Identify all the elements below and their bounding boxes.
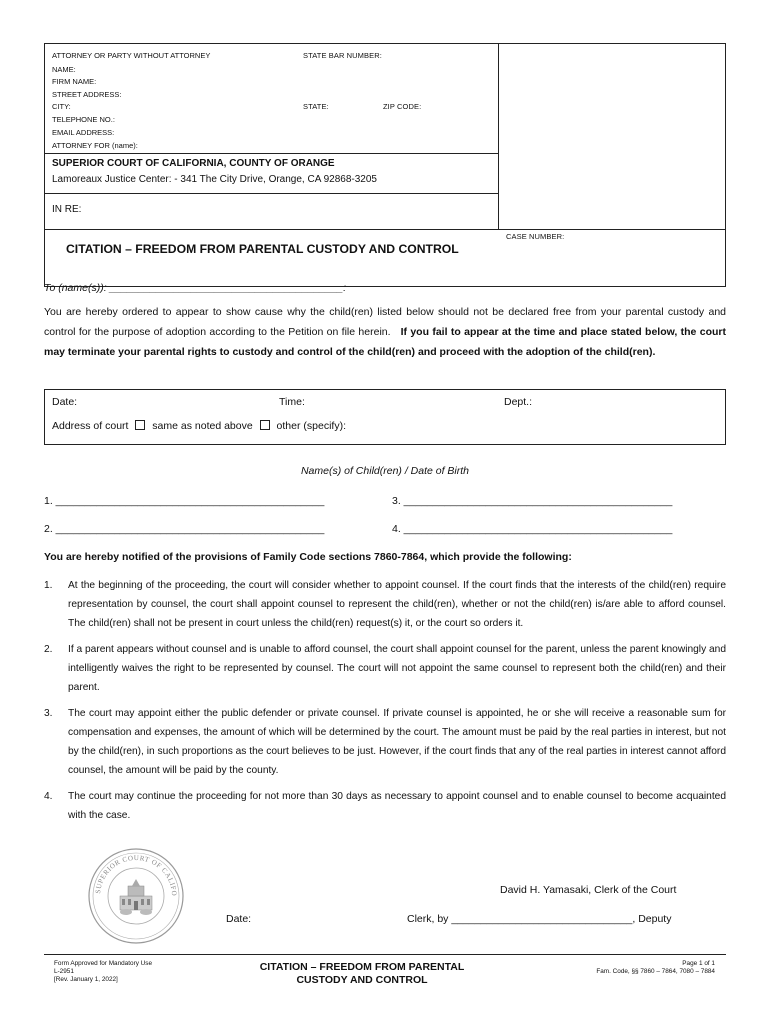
intro-paragraph xyxy=(44,302,726,362)
children-heading: Name(s) of Child(ren) / Date of Birth xyxy=(300,465,470,477)
form-approved: Form Approved for Mandatory Use xyxy=(54,960,153,967)
header-divider-3 xyxy=(44,229,726,230)
other-label: other (specify): xyxy=(276,420,346,432)
zip-label: ZIP CODE: xyxy=(383,102,422,111)
city-label: CITY: xyxy=(52,102,71,111)
case-number-label: CASE NUMBER: xyxy=(506,232,565,241)
notice-heading: You are hereby notified of the provisions of Family Code sections 7860-7864, which provide the following: xyxy=(44,551,572,563)
same-as-checkbox[interactable] xyxy=(135,420,145,430)
clerk-by-line[interactable]: Clerk, by _______________________________, Deputy xyxy=(407,913,672,925)
street-label: STREET ADDRESS: xyxy=(52,90,122,99)
signature-date-label: Date: xyxy=(226,913,252,925)
telephone-label: TELEPHONE NO.: xyxy=(52,115,115,124)
child-1-line[interactable]: 1. ______________________________________________ xyxy=(44,495,325,507)
notice-item-text: The court may continue the proceeding for not more than 30 days as necessary to appoint counsel and to enable counsel to become acquainted with the case. xyxy=(68,791,726,821)
firm-label: FIRM NAME: xyxy=(52,77,97,86)
child-4-line[interactable]: 4. ______________________________________________ xyxy=(392,523,673,535)
time-label: Time: xyxy=(279,396,305,408)
hearing-box xyxy=(44,389,726,445)
email-label: EMAIL ADDRESS: xyxy=(52,128,115,137)
notice-item-4 xyxy=(44,787,726,825)
notice-item-text: The court may appoint either the public defender or private counsel. If private counsel is appointed, he or she will receive a reasonable sum for compensation and expenses, the amount of which will be determined by the court. The amount must be paid by the real parties in interest, but not by the child(ren), in such proportions as the court believes to be just. However, if the court finds that any of the real parties in interest cannot afford counsel, the amount will be paid by the county. xyxy=(68,708,726,776)
footer-title-line-1: CITATION – FREEDOM FROM PARENTAL xyxy=(259,961,465,973)
clerk-name: David H. Yamasaki, Clerk of the Court xyxy=(500,884,677,896)
page-number: Page 1 of 1 xyxy=(682,960,715,967)
code-citations: Fam. Code, §§ 7860 – 7864, 7080 – 7884 xyxy=(596,968,715,976)
notice-item-text: At the beginning of the proceeding, the court will consider whether to appoint counsel. If the court finds that the interests of the child(ren) require representation by counsel, the court shall appoint counsel to represent the child(ren), whether or not the child(ren) is/are able to afford counsel. The child(ren) shall not be present in court unless the child(ren) request(s) it, or the court so orders it. xyxy=(68,580,726,629)
header-divider-2 xyxy=(44,193,499,194)
attorney-for-label: ATTORNEY FOR (name): xyxy=(52,141,138,150)
notice-item-3 xyxy=(44,704,726,780)
other-checkbox[interactable] xyxy=(260,420,270,430)
notice-item-number: 1. xyxy=(44,580,53,591)
notice-item-2 xyxy=(44,640,726,697)
state-label: STATE: xyxy=(303,102,329,111)
header-divider-1 xyxy=(44,153,499,154)
court-seal-icon xyxy=(86,846,186,946)
to-names-line[interactable]: To (name(s)): ________________________________________: xyxy=(44,282,347,294)
footer-title xyxy=(232,961,492,987)
dept-label: Dept.: xyxy=(504,396,533,408)
form-number: L-2951 xyxy=(54,968,74,976)
in-re-label: IN RE: xyxy=(52,204,82,215)
state-bar-label: STATE BAR NUMBER: xyxy=(303,51,382,60)
address-label: Address of court xyxy=(52,420,129,432)
court-address: Lamoreaux Justice Center: - 341 The City Drive, Orange, CA 92868-3205 xyxy=(52,174,377,185)
name-label: NAME: xyxy=(52,65,76,74)
footer-title-line-2: CUSTODY AND CONTROL xyxy=(296,974,428,986)
notice-item-number: 4. xyxy=(44,791,53,802)
child-2-line[interactable]: 2. ______________________________________________ xyxy=(44,523,325,535)
footer-rule xyxy=(44,954,726,955)
notice-item-1 xyxy=(44,576,726,633)
footer-left xyxy=(54,960,152,985)
court-seal xyxy=(86,846,186,946)
attorney-label: ATTORNEY OR PARTY WITHOUT ATTORNEY xyxy=(52,51,211,60)
form-revised: [Rev. January 1, 2022] xyxy=(54,976,118,984)
notice-item-number: 3. xyxy=(44,708,53,719)
notice-item-number: 2. xyxy=(44,644,53,655)
address-row xyxy=(52,420,346,432)
notice-item-text: If a parent appears without counsel and is unable to afford counsel, the court shall appoint counsel for the parent, unless the parent knowingly and intelligently waives the right to be represented by counsel. The court will not appoint the same counsel to represent both the child(ren) and their parent. xyxy=(68,644,726,693)
same-as-label: same as noted above xyxy=(152,420,253,432)
intro-normal: You are hereby ordered to appear to show cause why the child(ren) listed below should not be declared free from your parental custody and control for the purpose of adoption according to the Petition on file herein. xyxy=(44,306,726,338)
intro-bold: If you fail to appear at the time and place stated below, the court may terminate your parental rights to custody and control of the child(ren) and proceed with the adoption of the child(ren). xyxy=(44,326,726,358)
form-title: CITATION – FREEDOM FROM PARENTAL CUSTODY AND CONTROL xyxy=(66,242,459,256)
seal-text: SUPERIOR COURT OF CALIFO xyxy=(94,853,179,897)
child-3-line[interactable]: 3. ______________________________________________ xyxy=(392,495,673,507)
footer-right xyxy=(596,960,715,976)
date-label: Date: xyxy=(52,396,78,408)
court-name: SUPERIOR COURT OF CALIFORNIA, COUNTY OF ORANGE xyxy=(52,158,335,169)
header-divider-vertical xyxy=(498,43,499,230)
